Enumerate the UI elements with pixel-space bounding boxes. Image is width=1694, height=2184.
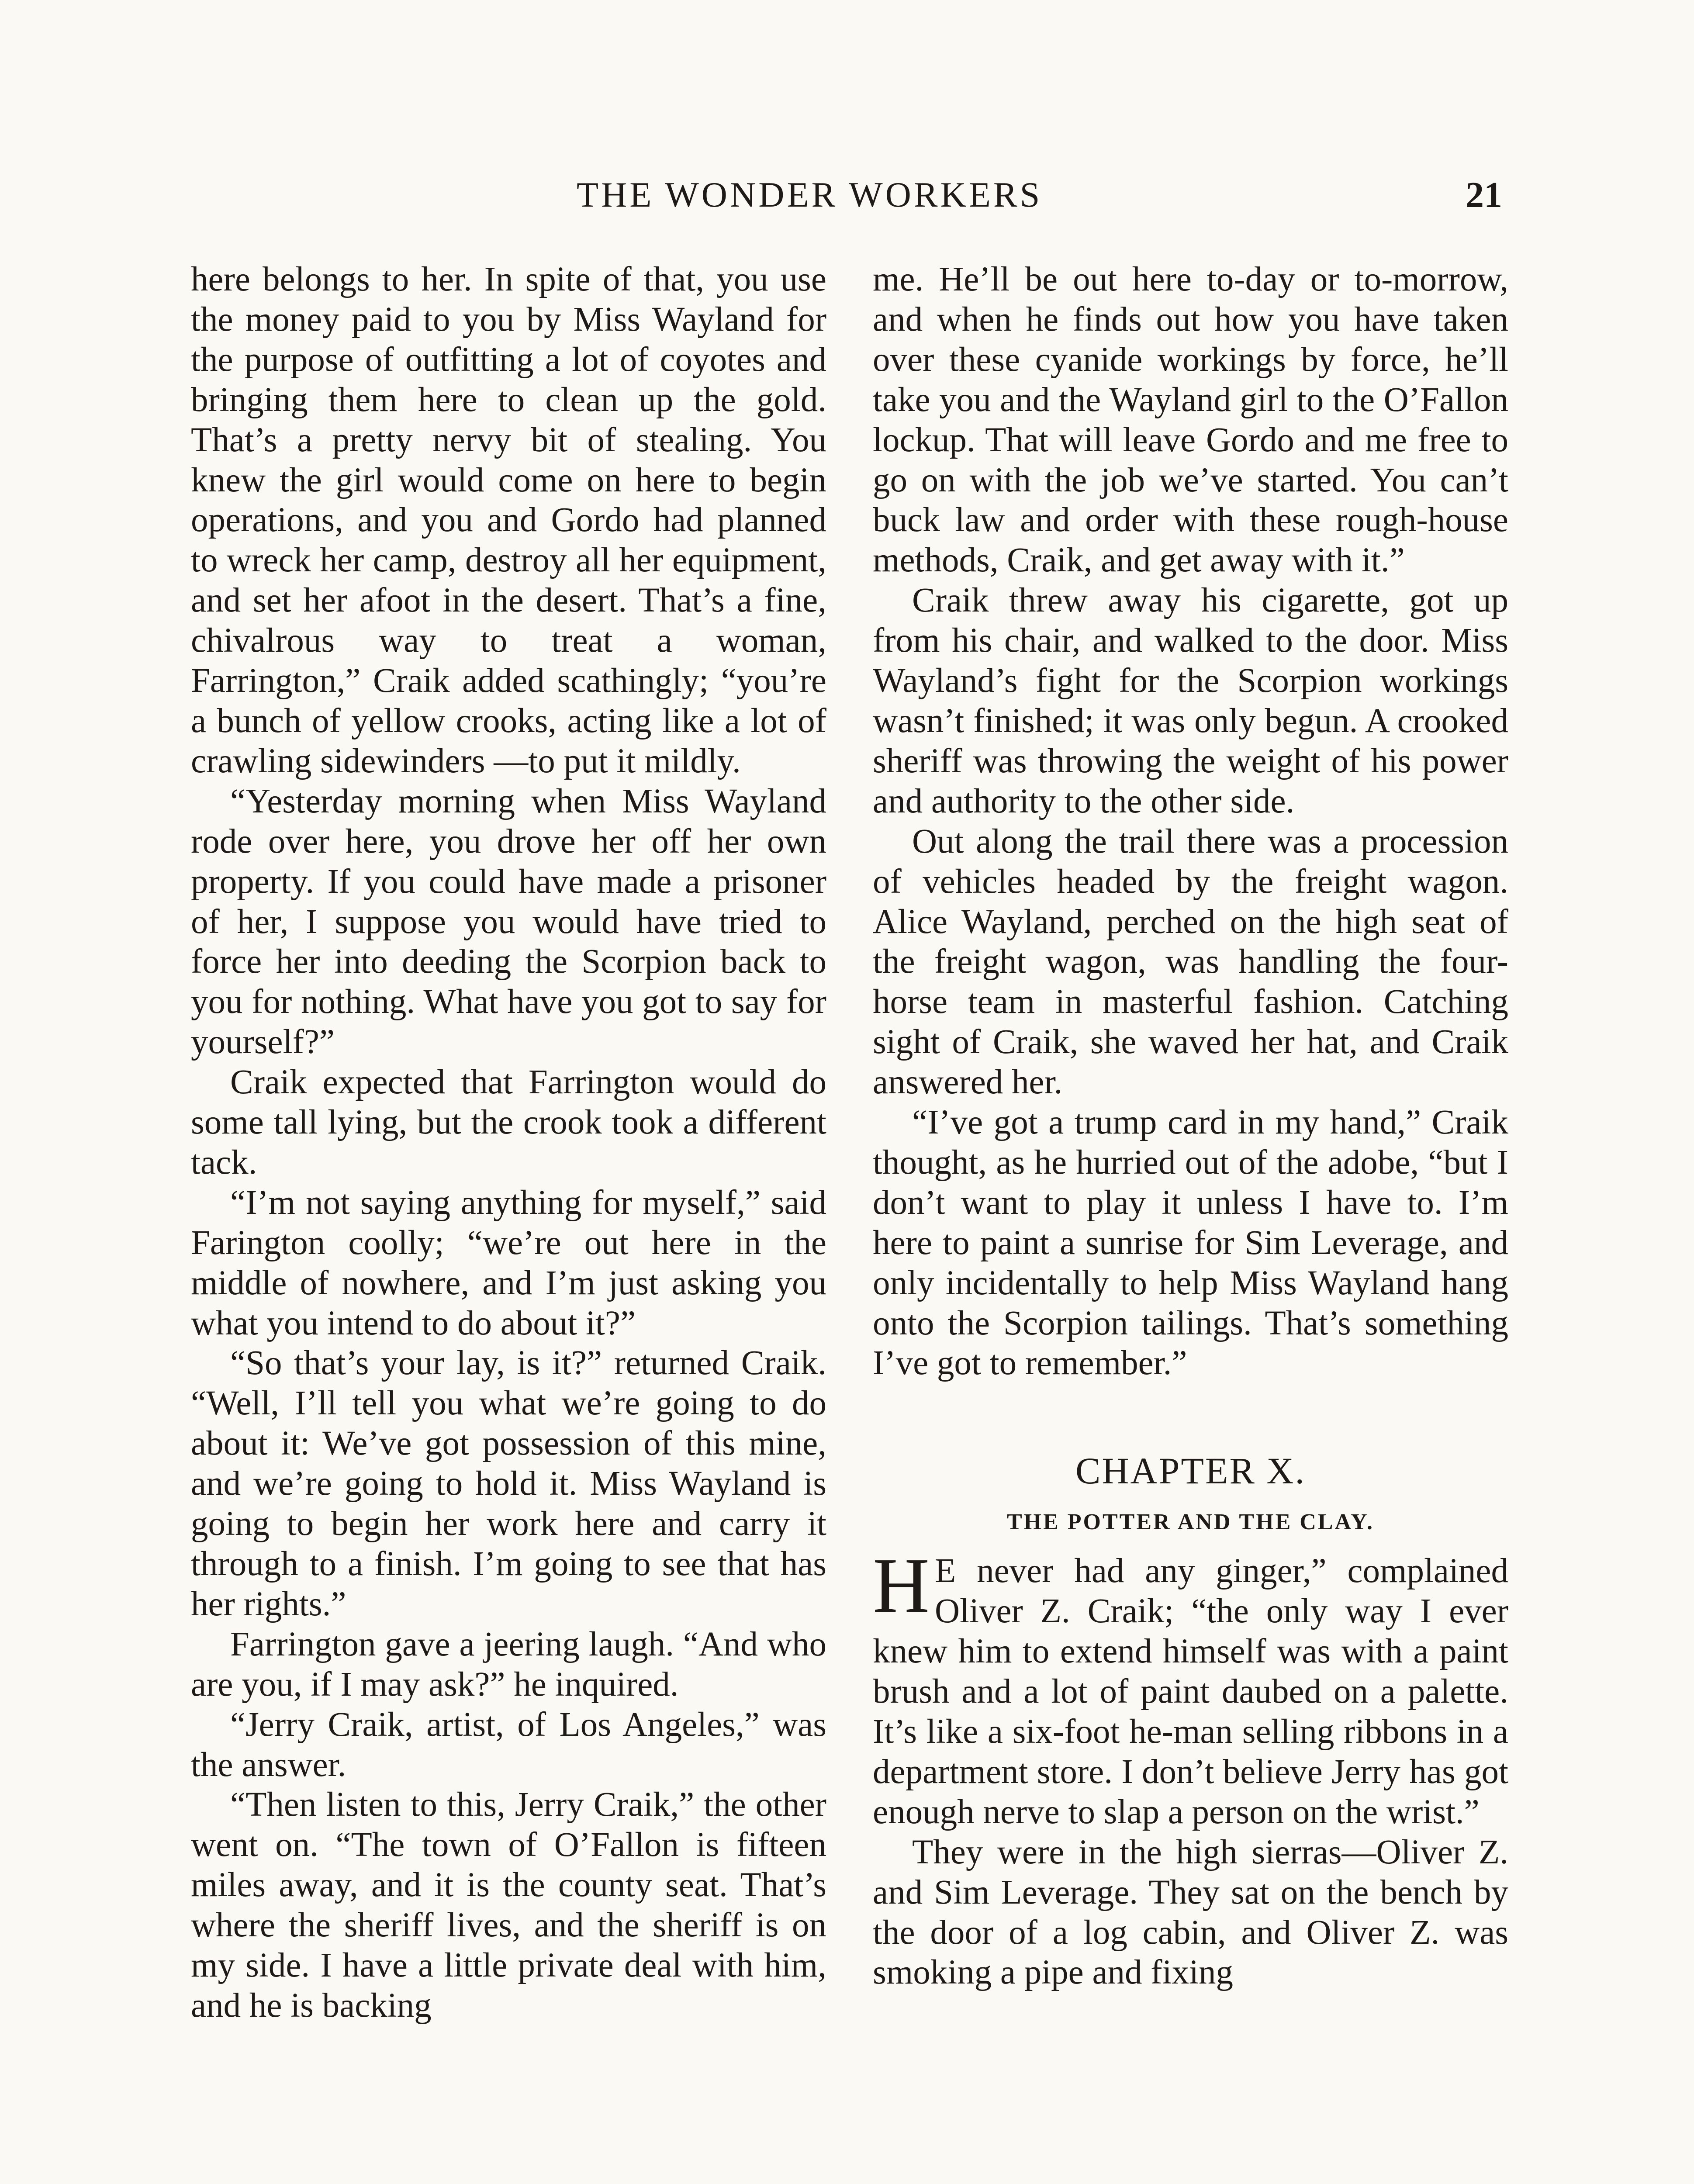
page-number: 21 — [1466, 175, 1502, 215]
paragraph: “Jerry Craik, artist, of Los Angeles,” was the answer. — [191, 1705, 826, 1784]
chapter-title: CHAPTER X. — [1075, 1450, 1306, 1492]
drop-cap: H — [873, 1542, 930, 1629]
paragraph: me. He’ll be out here to-day or to-morrow, and when he finds out how you have taken over these cyanide workings by force, he’ll take you and the Wayland girl to the O’Fallon lockup. That will leave Gordo and me free to go on with the job we’ve started. You can’t buck law and order with these rough-house methods, Craik, and get away with it.” — [873, 260, 1508, 580]
paragraph: “Then listen to this, Jerry Craik,” the other went on. “The town of O’Fallon is fifteen miles away, and it is the county seat. That’s where the sheriff lives, and the sheriff is on my side. I have a little private deal with him, and he is backing — [191, 1786, 826, 2025]
paragraph: “I’m not saying anything for myself,” said Farington coolly; “we’re out here in the middle of nowhere, and I’m just asking you what you intend to do about it?” — [191, 1183, 826, 1342]
paragraph: Craik expected that Farrington would do some tall lying, but the crook took a different tack. — [191, 1063, 826, 1182]
paragraph: here belongs to her. In spite of that, you use the money paid to you by Miss Wayland for the purpose of outfitting a lot of coyotes and bringing them here to clean up the gold. That’s a pretty nervy bit of stealing. You knew the girl would come on here to begin operations, and you and Gordo had planned to wreck her camp, destroy all her equipment, and set her afoot in the desert. That’s a fine, chivalrous way to treat a woman, Farrington,” Craik added scathingly; “you’re a bunch of yellow crooks, acting like a lot of crawling sidewinders —to put it mildly. — [191, 260, 826, 780]
paragraph: “Yesterday morning when Miss Wayland rode over here, you drove her off her own property. If you could have made a prisoner of her, I suppose you would have tried to force her into deeding the Scorpion back to you for nothing. What have you got to say for yourself?” — [191, 782, 826, 1061]
paragraph: Farrington gave a jeering laugh. “And who are you, if I may ask?” he inquired. — [191, 1625, 826, 1704]
paragraph: They were in the high sierras—Oliver Z. and Sim Leverage. They sat on the bench by the door of a log cabin, and Oliver Z. was smoking a pipe and fixing — [873, 1833, 1508, 1992]
running-head: THE WONDER WORKERS — [577, 175, 1043, 214]
paragraph: Out along the trail there was a procession of vehicles headed by the freight wagon. Alice Wayland, perched on the high seat of the freight wagon, was handling the four-horse team in masterful fashion. Catching sight of Craik, she waved her hat, and Craik answered her. — [873, 822, 1508, 1102]
paragraph: Craik threw away his cigarette, got up from his chair, and walked to the door. Miss Wayland’s fight for the Scorpion workings wasn’t finished; it was only begun. A crooked sheriff was throwing the weight of his power and authority to the other side. — [873, 581, 1508, 820]
paragraph: “So that’s your lay, is it?” returned Craik. “Well, I’ll tell you what we’re going to do about it: We’ve got possession of this mine, and we’re going to hold it. Miss Wayland is going to begin her work here and carry it through to a finish. I’m going to see that has her rights.” — [191, 1344, 826, 1623]
chapter-opening-paragraph — [873, 1542, 1508, 1832]
paragraph: “I’ve got a trump card in my hand,” Craik thought, as he hurried out of the adobe, “but I don’t want to play it unless I have to. I’m here to paint a sunrise for Sim Leverage, and only incidentally to help Miss Wayland hang onto the Scorpion tailings. That’s something I’ve got to remember.” — [873, 1103, 1508, 1382]
paragraph-text: E never had any ginger,” complained Oliver Z. Craik; “the only way I ever knew him to extend himself was with a paint brush and a lot of paint daubed on a palette. It’s like a six-foot he-man selling ribbons in a department store. I don’t believe Jerry has got enough nerve to slap a person on the wrist.” — [873, 1552, 1508, 1831]
chapter-subtitle: THE POTTER AND THE CLAY. — [1006, 1510, 1375, 1535]
left-column — [191, 259, 826, 2026]
right-column — [873, 259, 1508, 1993]
